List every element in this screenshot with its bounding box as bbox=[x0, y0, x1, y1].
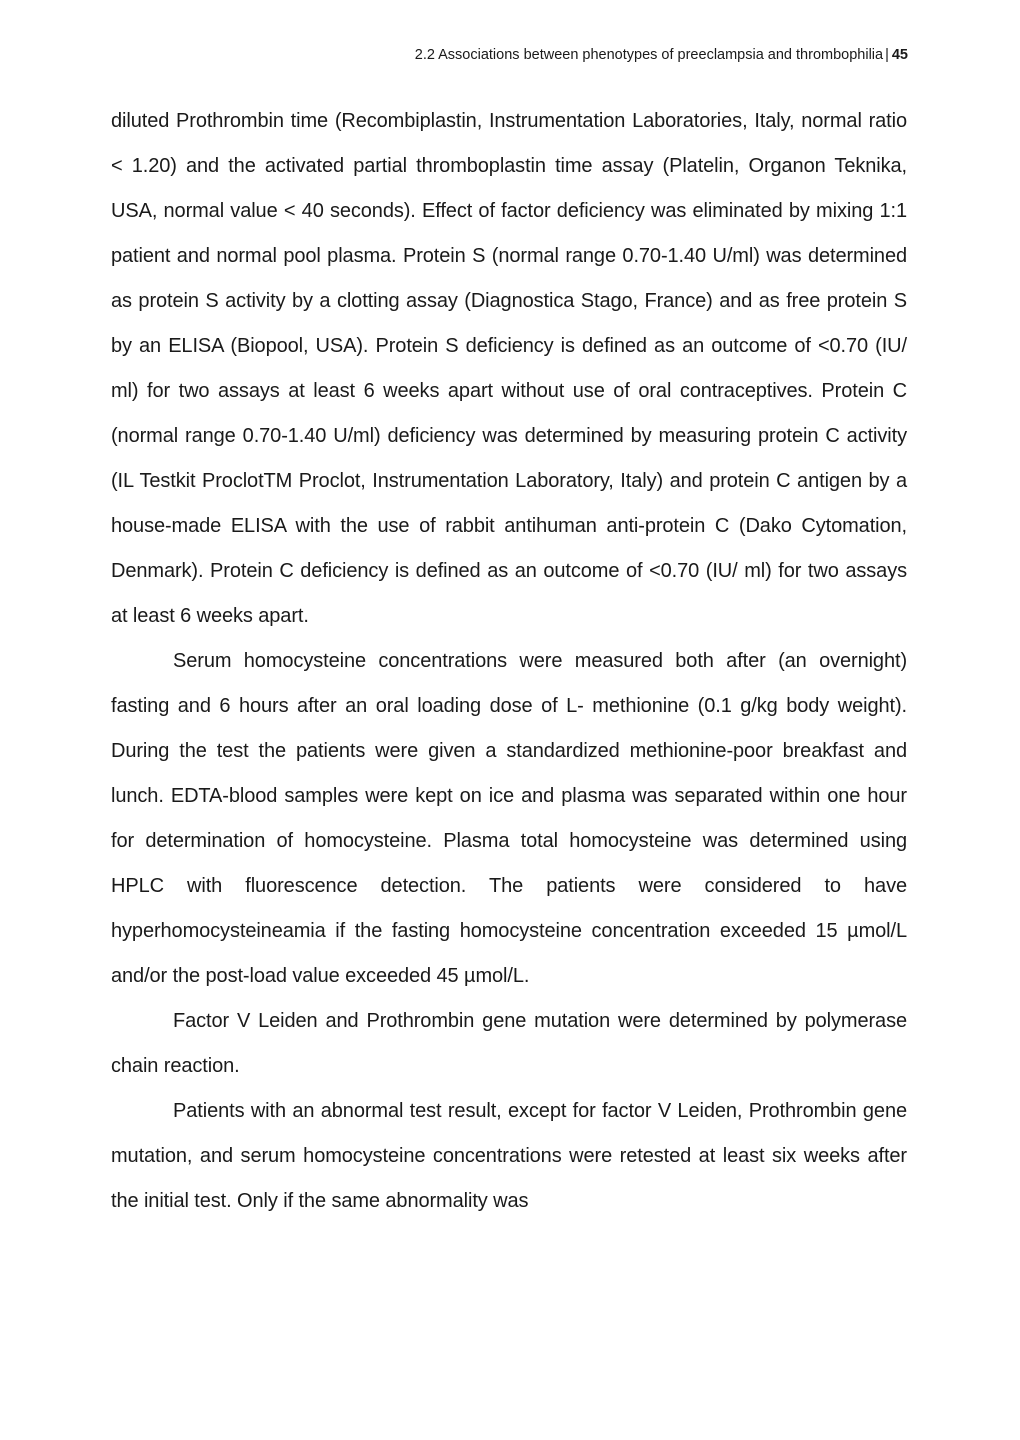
paragraph-factor-v-leiden: Factor V Leiden and Prothrombin gene mutation were determined by polymerase chain reaction. bbox=[111, 1010, 907, 1077]
body-text bbox=[111, 99, 907, 1224]
paragraph-homocysteine: Serum homocysteine concentrations were measured both after (an overnight) fasting and 6 hours after an oral loading dose of L- methionine (0.1 g/kg body weight). During the test the patients were given a standardized methionine-poor breakfast and lunch. EDTA-blood samples were kept on ice and plasma was separated within one hour for determination of homocysteine. Plasma total homocysteine was determined using HPLC with fluorescence detection. The patients were considered to have hyperhomocysteineamia if the fasting homocysteine concentration exceeded 15 µmol/L and/or the post-load value exceeded 45 µmol/L. bbox=[111, 650, 907, 987]
paragraph-continued: diluted Prothrombin time (Recombiplastin, Instrumentation Laboratories, Italy, normal ratio < 1.20) and the activated partial thromboplastin time assay (Platelin, Organon Teknika, USA, normal value < 40 seconds). Effect of factor deficiency was eliminated by mixing 1:1 patient and normal pool plasma. Protein S (normal range 0.70-1.40 U/ml) was determined as protein S activity by a clotting assay (Diagnostica Stago, France) and as free protein S by an ELISA (Biopool, USA). Protein S deficiency is defined as an outcome of <0.70 (IU/ ml) for two assays at least 6 weeks apart without use of oral contraceptives. Protein C (normal range 0.70-1.40 U/ml) deficiency was determined by measuring protein C activity (IL Testkit ProclotTM Proclot, Instrumentation Laboratory, Italy) and protein C antigen by a house-made ELISA with the use of rabbit antihuman anti-protein C (Dako Cytomation, Denmark). Protein C deficiency is defined as an outcome of <0.70 (IU/ ml) for two assays at least 6 weeks apart. bbox=[111, 110, 907, 627]
paragraph-retesting: Patients with an abnormal test result, except for factor V Leiden, Prothrombin gene mutation, and serum homocysteine concentrations were retested at least six weeks after the initial test. Only if the same abnormality was bbox=[111, 1100, 907, 1212]
running-header bbox=[415, 45, 908, 65]
section-title: 2.2 Associations between phenotypes of preeclampsia and thrombophilia bbox=[414, 47, 884, 63]
page-number: 45 bbox=[891, 47, 908, 63]
header-separator: | bbox=[885, 47, 889, 63]
